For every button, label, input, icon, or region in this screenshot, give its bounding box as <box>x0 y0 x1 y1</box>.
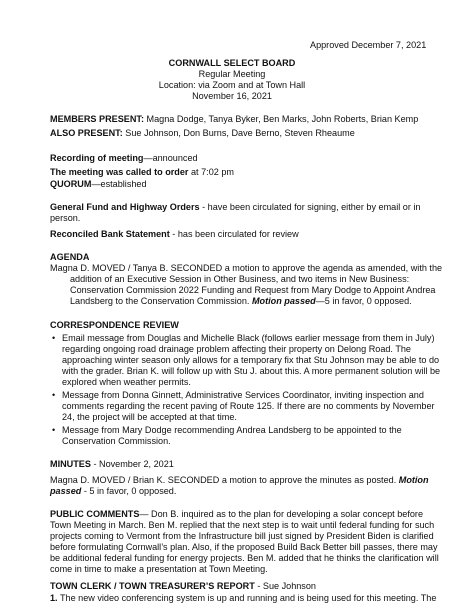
general-fund-text: - have been circulated for signing, either by email or in <box>199 202 421 212</box>
agenda-vote: —5 in favor, 0 opposed. <box>315 296 412 306</box>
minutes-vote: - 5 in favor, 0 opposed. <box>81 486 177 496</box>
approved-date: Approved December 7, 2021 <box>310 40 427 50</box>
quorum-line <box>50 179 147 190</box>
recording-label: Recording of meeting <box>50 153 144 163</box>
minutes-heading <box>50 459 174 470</box>
corr-2-line2: comments regarding the recent paving of Route 125. If there are no comments by November <box>62 401 435 411</box>
town-clerk-heading <box>50 581 316 592</box>
agenda-heading: AGENDA <box>50 252 90 262</box>
bullet-2: • <box>52 390 56 400</box>
corr-1-line5: explored when weather permits. <box>62 377 191 387</box>
public-line4: before formulating Cornwall’s plan. Also, if the proposed Build Back Better bill passes, there may <box>50 542 438 552</box>
public-comments-line1 <box>50 509 423 520</box>
called-text: at 7:02 pm <box>188 167 234 177</box>
minutes-motion-label: Motion <box>398 475 429 485</box>
bullet-3: • <box>52 425 56 435</box>
minutes-line1 <box>50 475 429 486</box>
members-label: MEMBERS PRESENT: <box>50 114 144 124</box>
town-clerk-label: TOWN CLERK / TOWN TREASURER’S REPORT <box>50 581 255 591</box>
town-clerk-text: The new video conferencing system is up and running and is being used for this meeting. The <box>57 593 437 603</box>
reconciled-text: - has been circulated for review <box>169 229 299 239</box>
also-text: Sue Johnson, Don Burns, Dave Berno, Steven Rheaume <box>122 128 355 138</box>
corr-3-line1: Message from Mary Dodge recommending Andrea Landsberg to be appointed to the <box>62 425 402 435</box>
corr-2-line3: 24, the project will be accepted at that time. <box>62 412 237 422</box>
bullet-1: • <box>52 333 56 343</box>
called-label: The meeting was called to order <box>50 167 189 177</box>
general-fund-line2: person. <box>50 213 81 223</box>
motion-passed: Motion passed <box>251 296 316 306</box>
meeting-location: Location: via Zoom and at Town Hall <box>158 80 306 90</box>
corr-1-line2: regarding ongoing road drainage problem affecting their property on Delong Road. The <box>62 344 411 354</box>
town-clerk-line1 <box>50 593 436 604</box>
org-title: CORNWALL SELECT BOARD <box>168 58 296 68</box>
public-line5: be additional federal funding for energy projects. Ben M. added that he thinks the clarification will <box>50 553 439 563</box>
public-line2: Town Meeting in March. Ben M. replied that the next step is to wait until federal funding for such <box>50 520 435 530</box>
quorum-text: —established <box>91 179 147 189</box>
reconciled-line <box>50 229 299 240</box>
agenda-line4-text: Landsberg to the Conservation Commission. <box>70 296 252 306</box>
recording-line <box>50 153 198 164</box>
recording-text: —announced <box>143 153 198 163</box>
meeting-date: November 16, 2021 <box>192 91 272 101</box>
minutes-motion: Magna D. MOVED / Brian K. SECONDED a motion to approve the minutes as posted. <box>50 475 399 485</box>
minutes-line2 <box>50 486 176 497</box>
members-text: Magna Dodge, Tanya Byker, Ben Marks, John Roberts, Brian Kemp <box>143 114 419 124</box>
agenda-line2: addition of an Executive Session in Other Business, and two items in New Business: <box>70 274 410 284</box>
also-present <box>50 128 355 139</box>
minutes-passed: passed <box>50 486 82 496</box>
public-line3: projects coming to Vermont from the Infrastructure bill just signed by President Biden is clarified <box>50 531 434 541</box>
minutes-date: - November 2, 2021 <box>90 459 174 469</box>
agenda-line3: Conservation Commission 2022 Funding and Request from Mary Dodge to Appoint Andrea <box>70 285 436 295</box>
item-number: 1. <box>50 593 58 603</box>
members-present <box>50 114 418 125</box>
corr-1-line3: approaching winter season only allows for a temporary fix that Stu Johnson may be able to do <box>62 355 440 365</box>
also-label: ALSO PRESENT: <box>50 128 123 138</box>
minutes-label: MINUTES <box>50 459 91 469</box>
corr-1-line1: Email message from Douglas and Michelle Black (follows earlier message from them in July) <box>62 333 435 343</box>
general-fund-line <box>50 202 420 213</box>
public-line6: come in time to make a presentation at Town Meeting. <box>50 564 268 574</box>
corr-2-line1: Message from Donna Ginnett, Administrative Services Coordinator, inviting inspection and <box>62 390 424 400</box>
public-comments-text: — Don B. inquired as to the plan for developing a solar concept before <box>139 509 424 519</box>
meeting-type: Regular Meeting <box>198 69 266 79</box>
reconciled-label: Reconciled Bank Statement <box>50 229 170 239</box>
quorum-label: QUORUM <box>50 179 92 189</box>
corr-1-line4: with the grader. Brian K. will follow up with Stu J. about this. A more permanent solution will be <box>62 366 441 376</box>
public-comments-label: PUBLIC COMMENTS <box>50 509 140 519</box>
called-line <box>50 167 234 178</box>
agenda-line1: Magna D. MOVED / Tanya B. SECONDED a motion to approve the agenda as amended, with the <box>50 263 443 273</box>
agenda-line4 <box>70 296 412 307</box>
corr-3-line2: Conservation Commission. <box>62 436 171 446</box>
general-fund-label: General Fund and Highway Orders <box>50 202 200 212</box>
correspondence-heading: CORRESPONDENCE REVIEW <box>50 320 179 330</box>
town-clerk-name: - Sue Johnson <box>254 581 316 591</box>
